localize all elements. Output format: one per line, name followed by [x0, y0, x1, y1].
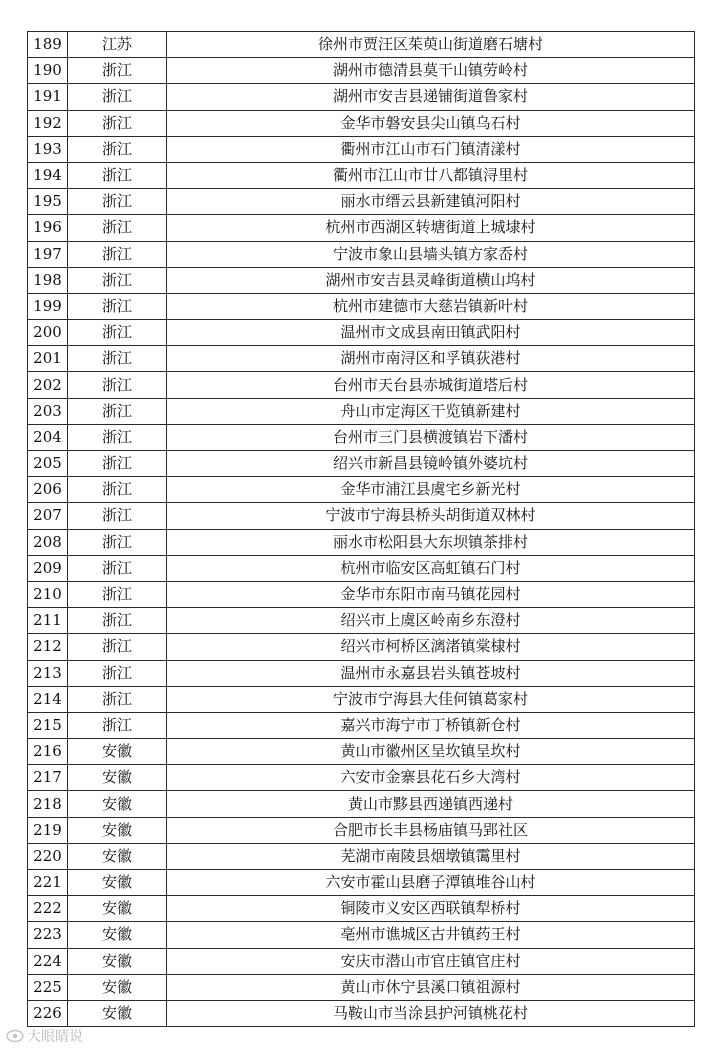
village-name-cell: 丽水市缙云县新建镇河阳村	[167, 189, 695, 215]
village-name-cell: 湖州市安吉县递铺街道鲁家村	[167, 84, 695, 110]
row-number-cell: 196	[28, 215, 68, 241]
province-cell: 浙江	[68, 241, 167, 267]
table-row	[28, 267, 695, 293]
province-cell: 安徽	[68, 817, 167, 843]
province-cell: 浙江	[68, 581, 167, 607]
village-name-cell: 温州市文成县南田镇武阳村	[167, 320, 695, 346]
province-cell: 安徽	[68, 922, 167, 948]
row-number-cell: 225	[28, 974, 68, 1000]
village-name-cell: 芜湖市南陵县烟墩镇霭里村	[167, 843, 695, 869]
row-number-cell: 203	[28, 398, 68, 424]
province-cell: 安徽	[68, 948, 167, 974]
village-name-cell: 湖州市德清县莫干山镇劳岭村	[167, 58, 695, 84]
table-row	[28, 529, 695, 555]
village-name-cell: 台州市三门县横渡镇岩下潘村	[167, 424, 695, 450]
table-row	[28, 58, 695, 84]
table-row	[28, 765, 695, 791]
row-number-cell: 202	[28, 372, 68, 398]
village-name-cell: 黄山市徽州区呈坎镇呈坎村	[167, 739, 695, 765]
row-number-cell: 220	[28, 843, 68, 869]
province-cell: 安徽	[68, 870, 167, 896]
row-number-cell: 207	[28, 503, 68, 529]
row-number-cell: 224	[28, 948, 68, 974]
village-name-cell: 舟山市定海区干览镇新建村	[167, 398, 695, 424]
province-cell: 浙江	[68, 110, 167, 136]
province-cell: 浙江	[68, 608, 167, 634]
table-row	[28, 32, 695, 58]
village-name-cell: 徐州市贾汪区茱萸山街道磨石塘村	[167, 32, 695, 58]
village-name-cell: 宁波市象山县墙头镇方家岙村	[167, 241, 695, 267]
table-row	[28, 84, 695, 110]
province-cell: 浙江	[68, 529, 167, 555]
row-number-cell: 189	[28, 32, 68, 58]
row-number-cell: 206	[28, 477, 68, 503]
table-body	[28, 32, 695, 1027]
province-cell: 安徽	[68, 791, 167, 817]
table-row	[28, 398, 695, 424]
table-row	[28, 896, 695, 922]
table-row	[28, 948, 695, 974]
table-row	[28, 215, 695, 241]
row-number-cell: 213	[28, 660, 68, 686]
province-cell: 浙江	[68, 189, 167, 215]
table-row	[28, 660, 695, 686]
province-cell: 浙江	[68, 451, 167, 477]
table-row	[28, 1000, 695, 1026]
table-row	[28, 189, 695, 215]
village-name-cell: 亳州市谯城区古井镇药王村	[167, 922, 695, 948]
village-name-cell: 六安市霍山县磨子潭镇堆谷山村	[167, 870, 695, 896]
table-row	[28, 424, 695, 450]
village-name-cell: 绍兴市上虞区岭南乡东澄村	[167, 608, 695, 634]
row-number-cell: 223	[28, 922, 68, 948]
table-row	[28, 581, 695, 607]
province-cell: 浙江	[68, 320, 167, 346]
table-row	[28, 162, 695, 188]
row-number-cell: 205	[28, 451, 68, 477]
row-number-cell: 198	[28, 267, 68, 293]
row-number-cell: 195	[28, 189, 68, 215]
row-number-cell: 191	[28, 84, 68, 110]
row-number-cell: 204	[28, 424, 68, 450]
row-number-cell: 214	[28, 686, 68, 712]
village-name-cell: 宁波市宁海县桥头胡街道双林村	[167, 503, 695, 529]
village-name-cell: 金华市磐安县尖山镇乌石村	[167, 110, 695, 136]
village-name-cell: 金华市东阳市南马镇花园村	[167, 581, 695, 607]
watermark	[6, 1026, 83, 1046]
table-row	[28, 451, 695, 477]
table-row	[28, 372, 695, 398]
table-row	[28, 712, 695, 738]
table-row	[28, 791, 695, 817]
province-cell: 浙江	[68, 58, 167, 84]
village-name-cell: 丽水市松阳县大东坝镇茶排村	[167, 529, 695, 555]
row-number-cell: 201	[28, 346, 68, 372]
province-cell: 浙江	[68, 136, 167, 162]
province-cell: 安徽	[68, 896, 167, 922]
table-row	[28, 320, 695, 346]
province-cell: 浙江	[68, 660, 167, 686]
row-number-cell: 190	[28, 58, 68, 84]
table-row	[28, 346, 695, 372]
row-number-cell: 194	[28, 162, 68, 188]
row-number-cell: 226	[28, 1000, 68, 1026]
table-row	[28, 843, 695, 869]
village-name-cell: 绍兴市新昌县镜岭镇外婆坑村	[167, 451, 695, 477]
province-cell: 江苏	[68, 32, 167, 58]
village-name-cell: 衢州市江山市石门镇清漾村	[167, 136, 695, 162]
row-number-cell: 211	[28, 608, 68, 634]
watermark-text: 大眼睛说	[27, 1029, 83, 1045]
row-number-cell: 212	[28, 634, 68, 660]
province-cell: 浙江	[68, 686, 167, 712]
table-row	[28, 922, 695, 948]
village-name-cell: 嘉兴市海宁市丁桥镇新仓村	[167, 712, 695, 738]
table-row	[28, 974, 695, 1000]
province-cell: 安徽	[68, 843, 167, 869]
village-name-cell: 杭州市建德市大慈岩镇新叶村	[167, 293, 695, 319]
table-row	[28, 136, 695, 162]
province-cell: 安徽	[68, 765, 167, 791]
row-number-cell: 222	[28, 896, 68, 922]
table-row	[28, 817, 695, 843]
village-name-cell: 铜陵市义安区西联镇犁桥村	[167, 896, 695, 922]
table-row	[28, 293, 695, 319]
province-cell: 浙江	[68, 712, 167, 738]
row-number-cell: 221	[28, 870, 68, 896]
village-list-table	[27, 31, 695, 1027]
village-name-cell: 马鞍山市当涂县护河镇桃花村	[167, 1000, 695, 1026]
row-number-cell: 193	[28, 136, 68, 162]
table-row	[28, 110, 695, 136]
row-number-cell: 218	[28, 791, 68, 817]
table-row	[28, 870, 695, 896]
table-row	[28, 503, 695, 529]
table-row	[28, 608, 695, 634]
province-cell: 浙江	[68, 424, 167, 450]
province-cell: 浙江	[68, 293, 167, 319]
village-name-cell: 黄山市休宁县溪口镇祖源村	[167, 974, 695, 1000]
watermark-logo-icon	[6, 1029, 24, 1043]
table-row	[28, 555, 695, 581]
row-number-cell: 217	[28, 765, 68, 791]
table-row	[28, 634, 695, 660]
table-row	[28, 739, 695, 765]
province-cell: 安徽	[68, 739, 167, 765]
row-number-cell: 215	[28, 712, 68, 738]
village-name-cell: 杭州市西湖区转塘街道上城埭村	[167, 215, 695, 241]
row-number-cell: 192	[28, 110, 68, 136]
table-row	[28, 686, 695, 712]
province-cell: 安徽	[68, 1000, 167, 1026]
village-name-cell: 湖州市安吉县灵峰街道横山坞村	[167, 267, 695, 293]
row-number-cell: 199	[28, 293, 68, 319]
province-cell: 浙江	[68, 398, 167, 424]
village-name-cell: 绍兴市柯桥区漓渚镇棠棣村	[167, 634, 695, 660]
province-cell: 安徽	[68, 974, 167, 1000]
village-name-cell: 台州市天台县赤城街道塔后村	[167, 372, 695, 398]
province-cell: 浙江	[68, 346, 167, 372]
village-name-cell: 黄山市黟县西递镇西递村	[167, 791, 695, 817]
province-cell: 浙江	[68, 503, 167, 529]
village-name-cell: 湖州市南浔区和孚镇荻港村	[167, 346, 695, 372]
village-name-cell: 合肥市长丰县杨庙镇马郢社区	[167, 817, 695, 843]
row-number-cell: 200	[28, 320, 68, 346]
row-number-cell: 210	[28, 581, 68, 607]
village-name-cell: 衢州市江山市廿八都镇浔里村	[167, 162, 695, 188]
province-cell: 浙江	[68, 267, 167, 293]
province-cell: 浙江	[68, 477, 167, 503]
village-name-cell: 温州市永嘉县岩头镇苍坡村	[167, 660, 695, 686]
province-cell: 浙江	[68, 162, 167, 188]
village-list-table-container	[27, 31, 694, 1027]
village-name-cell: 杭州市临安区高虹镇石门村	[167, 555, 695, 581]
village-name-cell: 六安市金寨县花石乡大湾村	[167, 765, 695, 791]
province-cell: 浙江	[68, 215, 167, 241]
village-name-cell: 金华市浦江县虞宅乡新光村	[167, 477, 695, 503]
row-number-cell: 216	[28, 739, 68, 765]
province-cell: 浙江	[68, 372, 167, 398]
province-cell: 浙江	[68, 555, 167, 581]
village-name-cell: 安庆市潜山市官庄镇官庄村	[167, 948, 695, 974]
row-number-cell: 209	[28, 555, 68, 581]
table-row	[28, 241, 695, 267]
village-name-cell: 宁波市宁海县大佳何镇葛家村	[167, 686, 695, 712]
province-cell: 浙江	[68, 84, 167, 110]
row-number-cell: 219	[28, 817, 68, 843]
row-number-cell: 197	[28, 241, 68, 267]
table-row	[28, 477, 695, 503]
province-cell: 浙江	[68, 634, 167, 660]
row-number-cell: 208	[28, 529, 68, 555]
